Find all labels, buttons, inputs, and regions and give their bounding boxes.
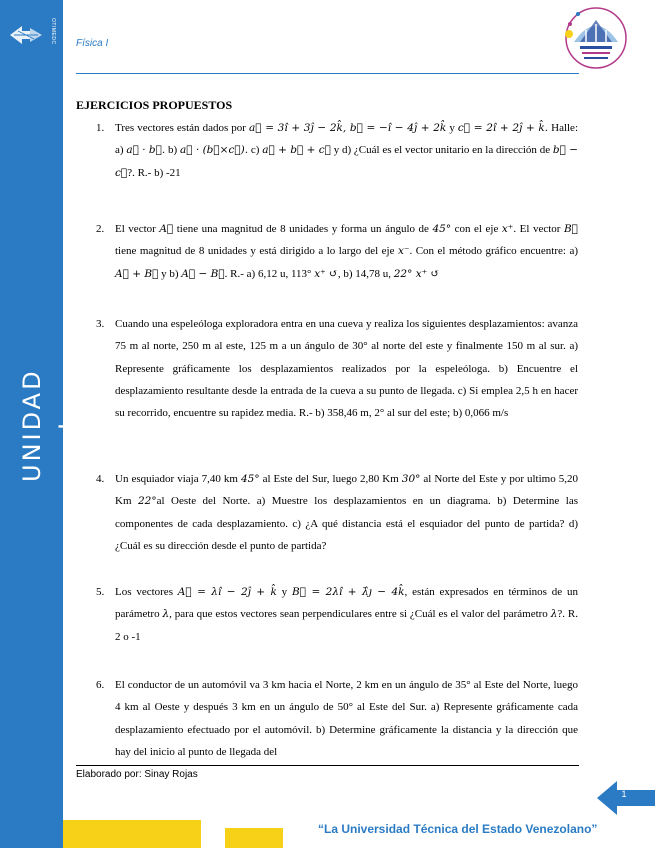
author-credit: Elaborado por: Sinay Rojas — [76, 769, 198, 780]
exercise-6 — [96, 674, 578, 763]
logo-text: OTIMEDC — [50, 18, 56, 45]
footer-decoration-bar — [63, 820, 201, 848]
exercise-3 — [96, 313, 578, 424]
exercise-number: 6. — [96, 679, 105, 691]
exercise-text: El vector A⃗ tiene una magnitud de 8 unidades y forma un ángulo de 45° con el eje x⁺. El vector B⃗ tiene magnitud de 8 unidades y está dirigido a lo largo del eje x⁻. Con el método gráfico encuentre: a) A⃗ + B⃗ y b) A⃗ − B⃗. R.- a) 6,12 u, 113° x⁺ ↺, b) 14,78 u, 22° x⁺ ↺ — [115, 223, 578, 280]
institution-logo-icon — [8, 22, 44, 48]
university-slogan: “La Universidad Técnica del Estado Venezolano” — [318, 822, 598, 836]
exercise-1 — [96, 117, 578, 184]
exercise-number: 2. — [96, 223, 105, 235]
exercise-number: 5. — [96, 586, 105, 598]
page-number: 1 — [621, 789, 627, 799]
sidebar — [0, 0, 82, 848]
section-title: EJERCICIOS PROPUESTOS — [76, 98, 233, 112]
exercise-5 — [96, 581, 578, 648]
header-divider — [76, 73, 579, 74]
exercise-text: Un esquiador viaja 7,40 km 45° al Este del Sur, luego 2,80 Km 30° al Norte del Este y por ultimo 5,20 Km 22°al Oeste del Norte. a) Muestre los desplazamientos en un diagrama. b) Determine las componentes de cada desplazamiento. c) ¿A qué distancia está el esquiador del punto de partida? d) ¿Cuál es su dirección desde el punto de partida? — [115, 473, 579, 552]
exercise-text: Cuando una espeleóloga exploradora entra en una cueva y realiza los siguientes desplazamientos: avanza 75 m al norte, 250 m al este, 125 m a un ángulo de 30° al norte del este y finalmente 150 m al sur. a) Represente gráficamente los desplazamientos realizados por la espeleóloga. b) Encuentre el desplazamiento resultante desde la entrada de la cueva a su punto de llegada. c) Si emplea 2,5 h en hacer su recorrido, encuentre su rapidez media. R.- b) 358,46 m, 2° al sur del este; b) 0,066 m/s — [115, 318, 578, 420]
unit-label: UNIDAD I — [18, 368, 82, 482]
footer-decoration-bar — [225, 828, 283, 848]
exercise-2 — [96, 218, 578, 285]
exercise-text: Los vectores A⃗ = λî − 2ĵ + k̂ y B⃗ = 2λî + λ̂ȷ − 4k̂, están expresados en términos de un parámetro λ, para que estos vectores sean perpendiculares entre si ¿Cuál es el valor del parámetro λ?. R. 2 o -1 — [115, 586, 578, 643]
exercise-number: 4. — [96, 473, 105, 485]
exercise-number: 3. — [96, 318, 105, 330]
footer-divider — [76, 765, 579, 766]
exercise-4 — [96, 468, 578, 557]
department-logo-icon — [560, 2, 632, 74]
page-header-title: Física I — [76, 38, 109, 49]
exercise-text: El conductor de un automóvil va 3 km hacia el Norte, 2 km en un ángulo de 35° al Este del Norte, luego 4 km al Oeste y después 3 km en un ángulo de 50° al Este del Sur. a) Represente gráficamente cada desplazamiento efectuado por el automóvil. b) Determine gráficamente la distancia y la dirección que hay del inicio al punto de llegada del — [115, 679, 578, 758]
exercise-number: 1. — [96, 122, 105, 134]
exercise-text: Tres vectores están dados por a⃗ = 3î + 3ĵ − 2k̂, b⃗ = −î − 4ĵ + 2k̂ y c⃗ = 2î + 2ĵ + k̂. Halle: a) a⃗ · b⃗. b) a⃗ · (b⃗×c⃗). c) a⃗ + b⃗ + c⃗ y d) ¿Cuál es el vector unitario en la dirección de b⃗ − c⃗?. R.- b) -21 — [115, 122, 579, 179]
